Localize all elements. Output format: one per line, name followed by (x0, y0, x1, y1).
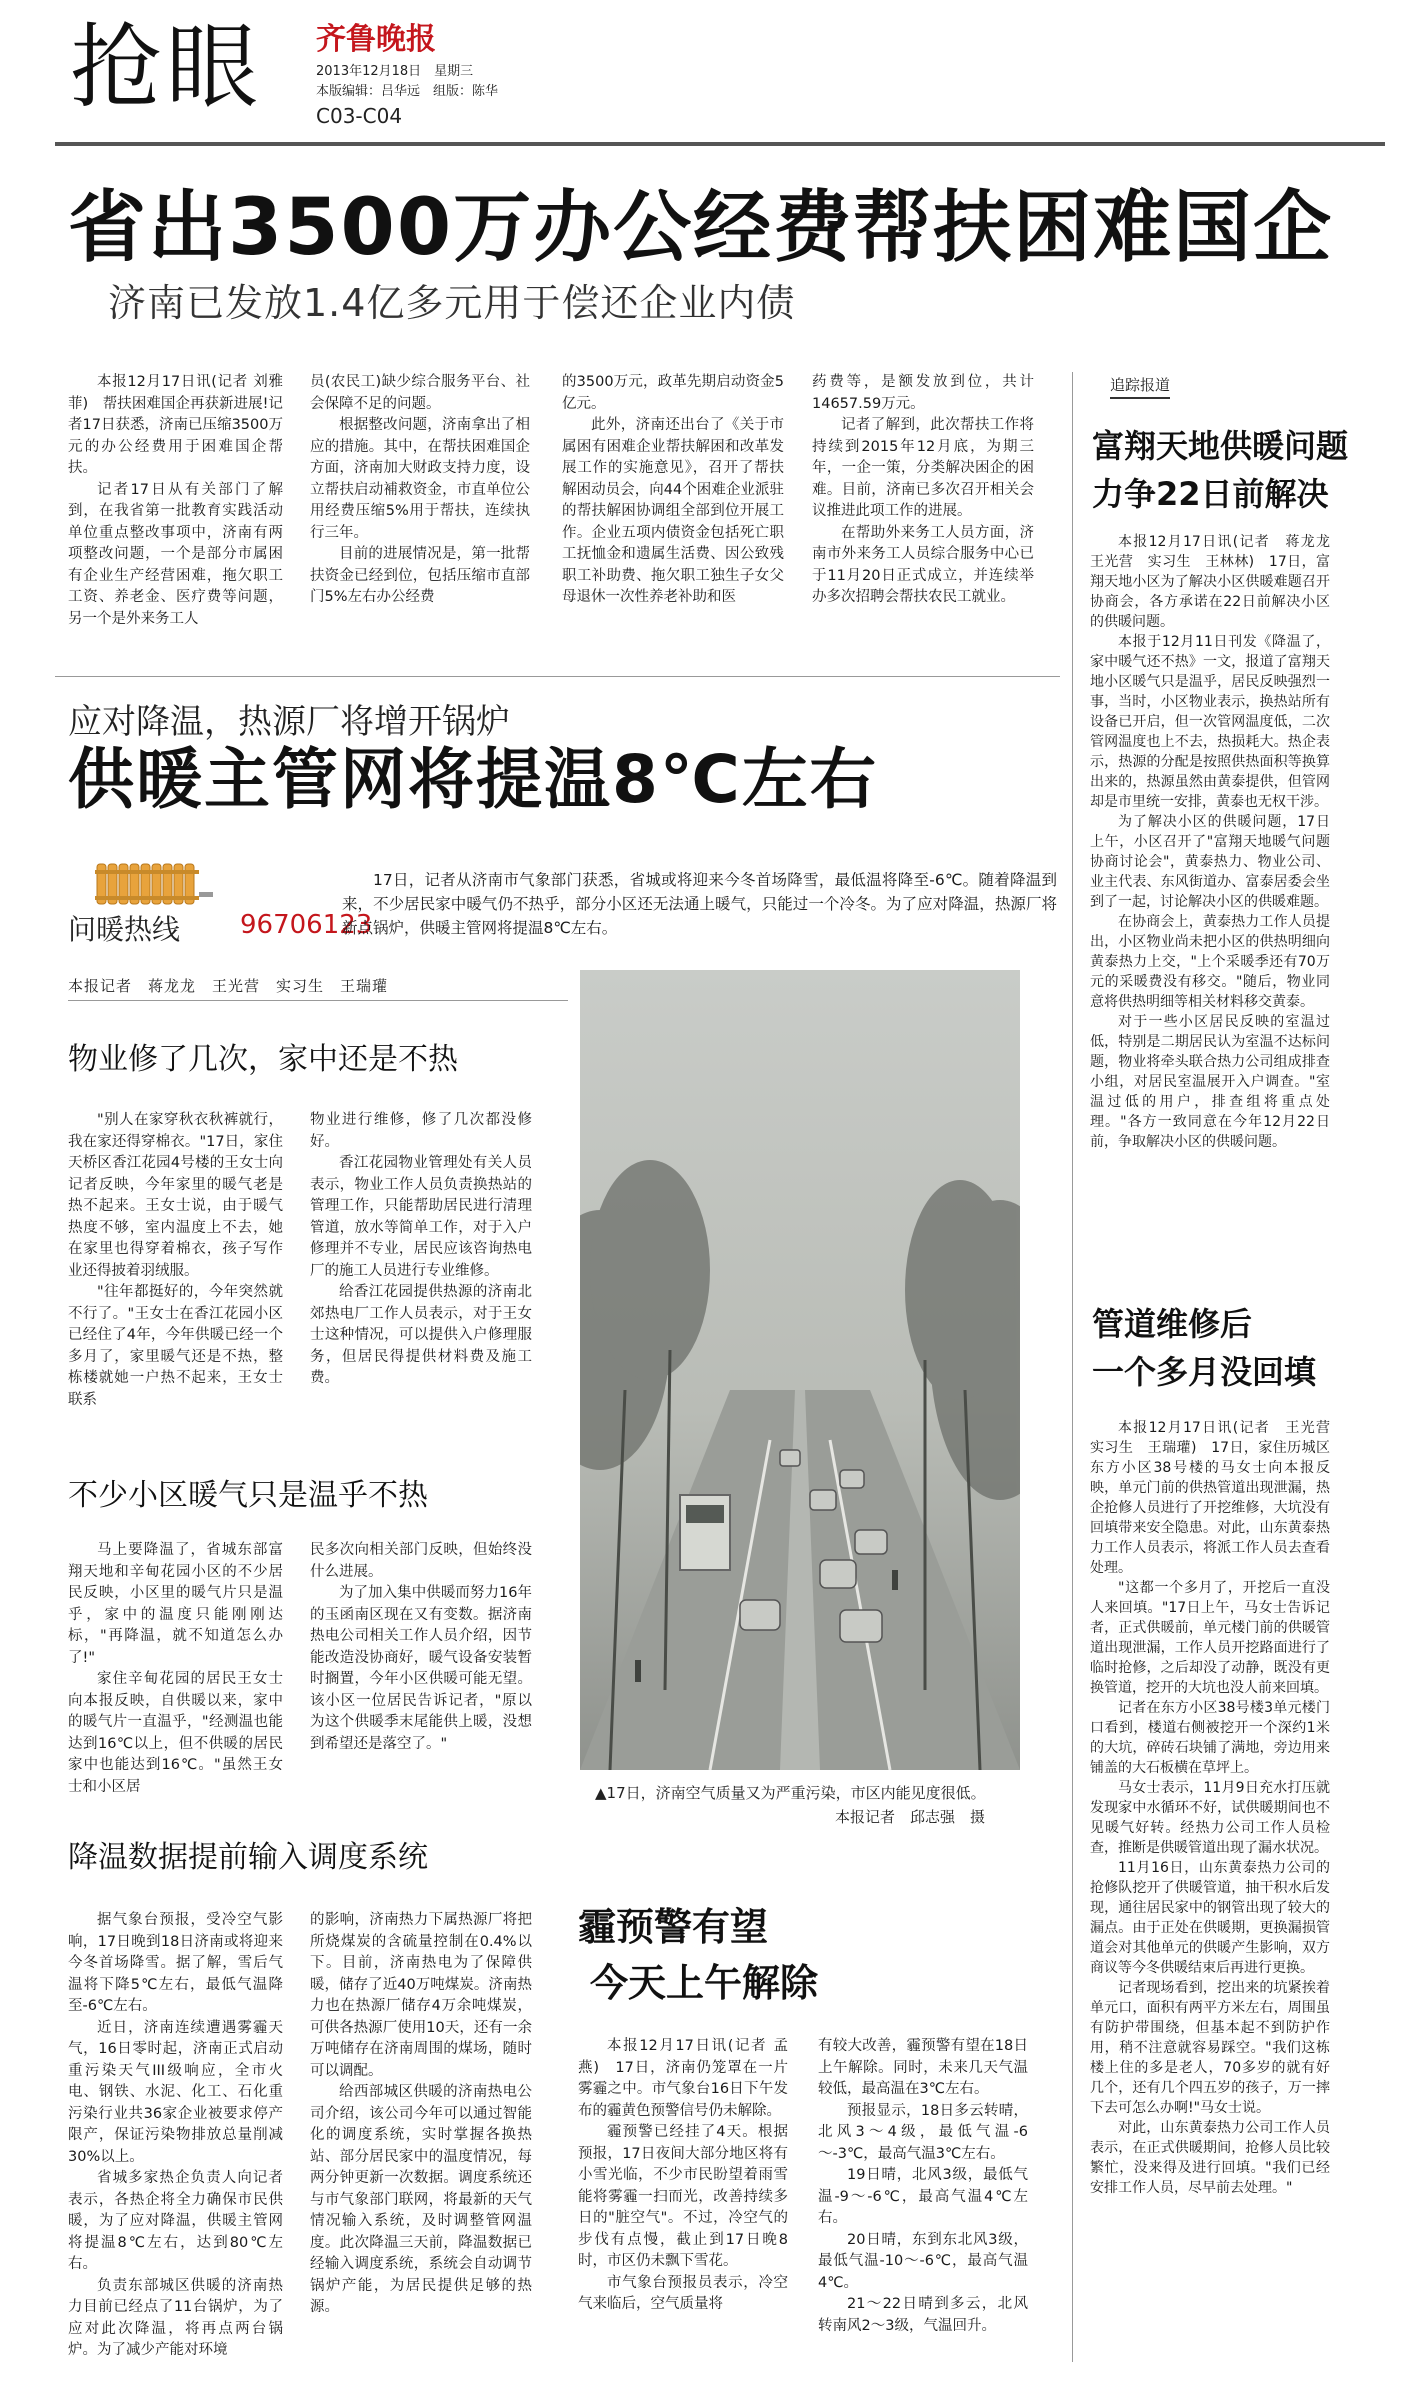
paragraph: 本报于12月11日刊发《降温了，家中暖气还不热》一文，报道了富翔天地小区暖气只是温乎，居民反映强烈一事，当时，小区物业表示，换热站所有设备已开启，但一次管网温度低，二次管网温度也上不去，热损耗大。热企表示，热源的分配是按照供热面积等换算出来的，热源虽然由黄泰提供，但管网却是市里统一安排，黄泰也无权干涉。 (1090, 634, 1330, 810)
paragraph: 20日晴，东到东北风3级，最低气温-10～-6℃，最高气温4℃。 (818, 2231, 1028, 2291)
lead-column-1 (68, 372, 283, 630)
heating-byline: 本报记者 蒋龙龙 王光营 实习生 王瑞瓘 (68, 977, 389, 995)
paragraph: 给香江花园提供热源的济南北郊热电厂工作人员表示，对于王女士这种情况，可以提供入户修理服务，但居民得提供材料费及施工费。 (310, 1284, 532, 1386)
subsection-title-2: 不少小区暖气只是温乎不热 (68, 1478, 428, 1513)
lead-subhead: 济南已发放1.4亿多元用于偿还企业内债 (108, 281, 796, 325)
smog-headline-line1: 霾预警有望 (578, 1905, 769, 1949)
subsection-title-3: 降温数据提前输入调度系统 (68, 1840, 428, 1875)
newspaper-logo: 齐鲁晚报 (316, 22, 436, 57)
paragraph: 马上要降温了，省城东部富翔天地和辛甸花园小区的不少居民反映，小区里的暖气片只是温乎，家中的温度只能刚刚达标，"再降温，就不知道怎么办了!" (68, 1542, 283, 1666)
paragraph: 给西部城区供暖的济南热电公司介绍，该公司今年可以通过智能化的调度系统，实时掌握各换热站、部分居民家中的温度情况，每两分钟更新一次数据。调度系统还与市气象部门联网，将最新的天气情况输入系统，及时调整管网温度。此次降温三天前，降温数据已经输入调度系统，系统会自动调节锅炉产能，为居民提供足够的热源。 (310, 2084, 532, 2315)
paragraph: 的影响，济南热力下属热源厂将把所烧煤炭的含硫量控制在0.4%以下。目前，济南热电为了保障供暖，储存了近40万吨煤炭。济南热力也在热源厂储存4万余吨煤炭，可供各热源厂使用10天，还有一余万吨储存在济南周围的煤场，随时可以调配。 (310, 1912, 532, 2079)
subsection-title-1: 物业修了几次，家中还是不热 (68, 1042, 458, 1077)
paragraph: "别人在家穿秋衣秋裤就行，我在家还得穿棉衣。"17日，家住天桥区香江花园4号楼的王女士向记者反映，今年家里的暖气老是热不起来。王女士说，由于暖气热度不够，室内温度上不去，她在家里也得穿着棉衣，孩子写作业还得披着羽绒服。 (68, 1112, 283, 1279)
paragraph: 的3500万元，政革先期启动资金5亿元。 (562, 374, 784, 412)
paragraph: 本报12月17日讯(记者 王光营 实习生 王瑞瓘) 17日，家住历城区东方小区38号楼的马女士向本报反映，单元门前的供热管道出现泄漏，热企抢修人员进行了开挖维修，大坑没有回填带来安全隐患。对此，山东黄泰热力工作人员表示，将派工作人员去查看处理。 (1090, 1420, 1344, 1576)
s3-column-1 (68, 1910, 283, 2362)
paragraph: 市气象台预报员表示，冷空气来临后，空气质量将 (578, 2274, 788, 2312)
paragraph: 负责东部城区供暖的济南热力目前已经点了11台锅炉，为了应对此次降温，将再点两台锅炉。为了减少产能对环境 (68, 2277, 283, 2358)
paragraph: 员(农民工)缺少综合服务平台、社会保障不足的问题。 (310, 374, 530, 412)
paragraph: 记者现场看到，挖出来的坑紧挨着单元口，面积有两平方米左右，周围虽有防护带围绕，但基本起不到防护作用，稍不注意就容易踩空。"我们这栋楼上住的多是老人，70多岁的就有好几个，还有几个四五岁的孩子，万一摔下去可怎么办啊!"马女士说。 (1090, 1980, 1330, 2116)
paragraph: 香江花园物业管理处有关人员表示，物业工作人员负责换热站的管理工作，只能帮助居民进行清理管道，放水等简单工作，对于入户修理并不专业，居民应该咨询热电厂的施工人员进行专业维修。 (310, 1155, 532, 1279)
paragraph: 本报12月17日讯(记者 孟燕) 17日，济南仍笼罩在一片雾霾之中。市气象台16日下午发布的霾黄色预警信号仍未解除。 (578, 2038, 788, 2119)
paragraph: 霾预警已经挂了4天。根据预报，17日夜间大部分地区将有小雪光临，不少市民盼望着雨雪能将雾霾一扫而光，改善持续多日的"脏空气"。不过，冷空气的步伐有点慢，截止到17日晚8时，市区仍未飘下雪花。 (578, 2124, 788, 2269)
paragraph: 药费等，是额发放到位，共计14657.59万元。 (812, 374, 1034, 412)
s3-column-2 (310, 1910, 532, 2319)
masthead-divider (55, 142, 1385, 146)
paragraph: 近日，济南连续遭遇雾霾天气，16日零时起，济南正式启动重污染天气III级响应，全市火电、钢铁、水泥、化工、石化重污染行业共36家企业被要求停产限产，保证污染物排放总量削减30%以上。 (68, 2019, 283, 2165)
lead-column-2 (310, 372, 530, 609)
photo-caption: ▲17日，济南空气质量又为严重污染，市区内能见度很低。 (595, 1784, 986, 1802)
smog-street-photo (580, 970, 1020, 1770)
byline-divider (68, 1000, 568, 1001)
paragraph: 马女士表示，11月9日充水打压就发现家中水循环不好，试供暖期间也不见暖气好转。经热力公司工作人员检查，推断是供暖管道出现了漏水状况。 (1090, 1780, 1330, 1856)
paragraph: 记者17日从有关部门了解到，在我省第一批教育实践活动单位重点整改事项中，济南有两项整改问题，一个是部分市属困有企业生产经营困难，拖欠职工工资、养老金、医疗费等问题，另一个是外来务工人 (68, 481, 283, 627)
heating-headline: 供暖主管网将提温8℃左右 (68, 741, 878, 818)
paragraph: 根据整改问题，济南拿出了相应的措施。其中，在帮扶困难国企方面，济南加大财政支持力度，设立帮扶启动補救资金，市直单位公用经费压缩5%用于帮扶，连续执行三年。 (310, 417, 530, 541)
radiator-icon (95, 856, 215, 908)
smog-column-2 (818, 2036, 1028, 2337)
follow-up-tag: 追踪报道 (1110, 374, 1170, 399)
paragraph: 民多次向相关部门反映，但始终没什么进展。 (310, 1542, 532, 1580)
paragraph: 11月16日，山东黄泰热力公司的抢修队挖开了供暖管道，抽干积水后发现，通往居民家中的钢管出现了较大的漏点。由于正处在供暖期，更换漏损管道会对其他单元的供暖产生影响，双方商议等今冬供暖结束后再进行更换。 (1090, 1860, 1330, 1976)
lead-column-3 (562, 372, 784, 609)
paragraph: "往年都挺好的，今年突然就不行了。"王女士在香江花园小区已经住了4年，今年供暖已经一个多月了，家里暖气还是不热，整栋楼就她一户热不起来，王女士联系 (68, 1284, 283, 1408)
lead-column-4 (812, 372, 1034, 609)
issue-date: 2013年12月18日 星期三 (316, 64, 474, 79)
hotline-label: 问暖热线 (68, 913, 181, 946)
paragraph: 21～22日晴到多云，北风转南风2～3级，气温回升。 (818, 2296, 1028, 2334)
paragraph: 本报12月17日讯(记者 蒋龙龙 王光营 实习生 王林林) 17日，富翔天地小区为了解决小区供暖难题召开协商会，各方承诺在22日前解决小区的供暖问题。 (1090, 534, 1344, 630)
s2-column-2 (310, 1540, 532, 1755)
section-divider (55, 676, 1060, 677)
paragraph: 据气象台预报，受冷空气影响，17日晚到18日济南或将迎来今冬首场降雪。据了解，雪后气温将下降5℃左右，最低气温降至-6℃左右。 (68, 1912, 283, 2014)
sidebar-divider (1072, 372, 1073, 2362)
paragraph: "这都一个多月了，开挖后一直没人来回填。"17日上午，马女士告诉记者，正式供暖前，单元楼门前的供暖管道出现泄漏，工作人员开挖路面进行了临时抢修，之后却没了动静，既没有更换管道，挖开的大坑也没人前来回填。 (1090, 1580, 1330, 1696)
page-range: C03-C04 (316, 104, 403, 128)
sidebar-story1-title-line2: 力争22日前解决 (1092, 475, 1329, 513)
paragraph: 在协商会上，黄泰热力工作人员提出，小区物业尚未把小区的供热明细向黄泰热力上交，"上个采暖季还有70万元的采暖费没有移交。"随后，物业同意将供热明细等相关材料移交黄泰。 (1090, 914, 1330, 1010)
hotline-number: 96706123 (240, 910, 373, 940)
paragraph: 有较大改善，霾预警有望在18日上午解除。同时，未来几天气温较低，最高温在3℃左右。 (818, 2038, 1028, 2097)
s2-column-1 (68, 1540, 283, 1798)
paragraph: 家住辛甸花园的居民王女士向本报反映，自供暖以来，家中的暖气片一直温乎，"经测温也能达到16℃以上，但不供暖的居民家中也能达到16℃。"虽然王女士和小区居 (68, 1671, 283, 1795)
s1-column-2 (310, 1110, 532, 1390)
sidebar-story1-body (1090, 532, 1344, 1152)
paragraph: 在帮助外来务工人员方面，济南市外来务工人员综合服务中心已于11月20日正式成立，并连续举办多次招聘会帮扶农民工就业。 (812, 524, 1034, 605)
section-title: 抢眼 (70, 14, 263, 121)
paragraph: 对于一些小区居民反映的室温过低，特别是二期居民认为室温不达标问题，物业将牵头联合热力公司组成排查小组，对居民室温展开入户调查。"室温过低的用户，排查组将重点处理。"各方一致同意在今年12月22日前，争取解决小区的供暖问题。 (1090, 1014, 1330, 1150)
paragraph: 此外，济南还出台了《关于市属困有困难企业帮扶解困和改革发展工作的实施意见》，召开了帮扶解困动员会，向44个困难企业派驻的帮扶解困协调组全部到位开展工作。企业五项内债资金包括死亡职工抚恤金和遗属生活费、因公致残职工补助费、拖欠职工独生子女父母退休一次性养老补助和医 (562, 417, 784, 605)
paragraph: 记者了解到，此次帮扶工作将持续到2015年12月底，为期三年，一企一策，分类解决困企的困难。目前，济南已多次召开相关会议推进此项工作的进展。 (812, 417, 1034, 519)
s1-column-1 (68, 1110, 283, 1411)
heating-intro: 17日，记者从济南市气象部门获悉，省城或将迎来今冬首场降雪，最低温将降至-6℃。随着降温到来，不少居民家中暖气仍不热乎，部分小区还无法通上暖气，只能过一个冷冬。为了应对降温，热源厂将新点锅炉，供暖主管网将提温8℃左右。 (342, 871, 1057, 937)
paragraph: 19日晴，北风3级，最低气温-9～-6℃，最高气温4℃左右。 (818, 2167, 1028, 2226)
sidebar-story2-title-line1: 管道维修后 (1092, 1305, 1253, 1343)
paragraph: 为了加入集中供暖而努力16年的玉函南区现在又有变数。据济南热电公司相关工作人员介绍，因节能改造没协商好，暖气设备安装暂时搁置，今年小区供暖可能无望。该小区一位居民告诉记者，"原以为这个供暖季末尾能供上暖，没想到希望还是落空了。" (310, 1585, 532, 1752)
sidebar-story2-title-line2: 一个多月没回填 (1092, 1353, 1317, 1391)
paragraph: 预报显示，18日多云转晴，北风3～4级，最低气温-6～-3℃，最高气温3℃左右。 (818, 2102, 1028, 2162)
paragraph: 对此，山东黄泰热力公司工作人员表示，在正式供暖期间，抢修人员比较繁忙，没来得及进行回填。"我们已经安排工作人员，尽早前去处理。" (1090, 2120, 1330, 2196)
sidebar-story2-body (1090, 1418, 1344, 2198)
lead-headline: 省出3500万办公经费帮扶困难国企 (68, 183, 1334, 273)
heating-kicker: 应对降温，热源厂将增开锅炉 (68, 702, 510, 742)
sidebar-story1-title-line1: 富翔天地供暖问题 (1092, 427, 1349, 465)
paragraph: 目前的进展情况是，第一批帮扶资金已经到位，包括压缩市直部门5%左右办公经费 (310, 546, 530, 605)
smog-column-1 (578, 2036, 788, 2316)
paragraph: 为了解决小区的供暖问题，17日上午，小区召开了"富翔天地暖气问题协商讨论会"，黄泰热力、物业公司、业主代表、东风街道办、富泰居委会坐到了一起，讨论解决小区的供暖难题。 (1090, 814, 1330, 910)
editor-credits: 本版编辑：吕华远 组版：陈华 (316, 84, 499, 99)
paragraph: 省城多家热企负责人向记者表示，各热企将全力确保市民供暖，为了应对降温，供暖主管网将提温8℃左右，达到80℃左右。 (68, 2170, 283, 2272)
paragraph: 物业进行维修，修了几次都没修好。 (310, 1112, 532, 1150)
smog-headline-line2: 今天上午解除 (590, 1961, 819, 2005)
photo-credit: 本报记者 邱志强 摄 (835, 1808, 986, 1826)
paragraph: 本报12月17日讯(记者 刘雅菲) 帮扶困难国企再获新进展!记者17日获悉，济南已压缩3500万元的办公经费用于困难国企帮扶。 (68, 374, 283, 476)
paragraph: 记者在东方小区38号楼3单元楼门口看到，楼道右侧被挖开一个深约1米的大坑，碎砖石块铺了满地，旁边用来铺盖的大石板横在草坪上。 (1090, 1700, 1330, 1776)
